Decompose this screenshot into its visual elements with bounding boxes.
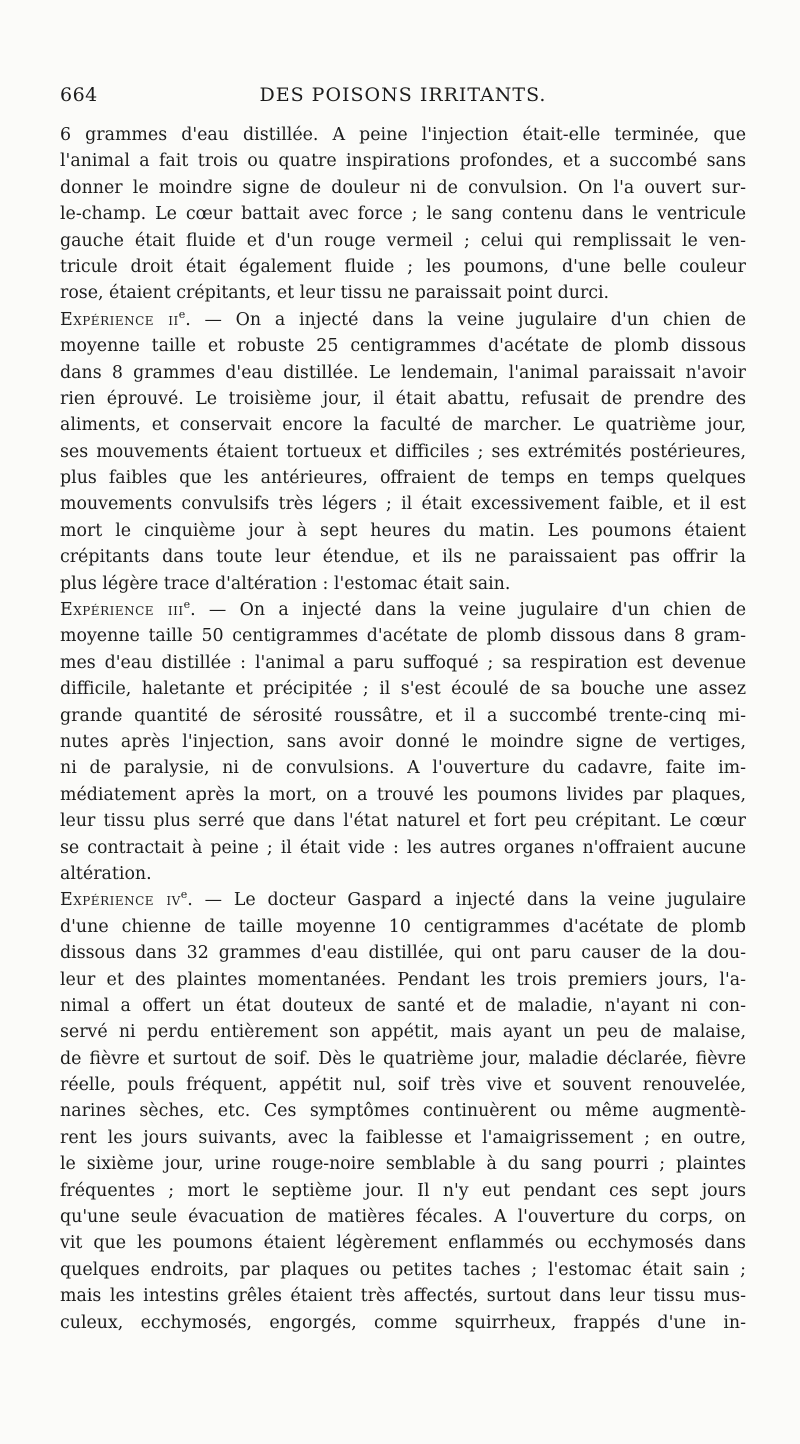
text-line: [60, 491, 746, 517]
text-line: [60, 1072, 746, 1098]
text-line: [60, 1151, 746, 1177]
text-line: [60, 1257, 746, 1283]
text-line: [60, 571, 746, 597]
text-line: [60, 280, 746, 306]
experience-heading: Expérience iv: [60, 890, 181, 911]
line-text: de fièvre et surtout de soif. Dès le quatrième jour, maladie déclarée, fièvre: [60, 1048, 746, 1069]
line-text: dans 8 grammes d'eau distillée. Le lendemain, l'animal paraissait n'avoir: [60, 362, 746, 383]
text-line: [60, 993, 746, 1019]
text-line: [60, 650, 746, 676]
text-line: [60, 967, 746, 993]
line-text: . — Le docteur Gaspard a injecté dans la veine jugulaire: [187, 890, 746, 911]
line-text: le sixième jour, urine rouge-noire semblable à du sang pourri ; plaintes: [60, 1154, 746, 1175]
line-text: d'une chienne de taille moyenne 10 centigrammes d'acétate de plomb: [60, 916, 746, 937]
text-line: [60, 1310, 746, 1336]
line-text: leur et des plaintes momentanées. Pendant les trois premiers jours, l'a-: [60, 969, 746, 990]
line-text: mais les intestins grêles étaient très affectés, surtout dans leur tissu mus-: [60, 1286, 746, 1307]
text-line: [60, 412, 746, 438]
text-line: [60, 175, 746, 201]
line-text: ni de paralysie, ni de convulsions. A l'ouverture du cadavre, faite im-: [60, 758, 746, 779]
experience-heading: Expérience iii: [60, 600, 184, 621]
line-text: fréquentes ; mort le septième jour. Il n'y eut pendant ces sept jours: [60, 1180, 746, 1201]
line-text: rent les jours suivants, avec la faiblesse et l'amaigrissement ; en outre,: [60, 1127, 746, 1148]
line-text: moyenne taille et robuste 25 centigrammes d'acétate de plomb dissous: [60, 336, 746, 357]
line-text: . — On a injecté dans la veine jugulaire d'un chien de: [185, 309, 746, 330]
text-line: [60, 228, 746, 254]
text-line: [60, 333, 746, 359]
ordinal-superscript: e: [183, 598, 191, 612]
text-line: [60, 254, 746, 280]
line-text: vit que les poumons étaient légèrement enflammés ou ecchymosés dans: [60, 1233, 746, 1254]
text-line: [60, 439, 746, 465]
text-line: [60, 1125, 746, 1151]
line-text: grande quantité de sérosité roussâtre, et il a succombé trente-cinq mi-: [60, 705, 746, 726]
line-text: crépitants dans toute leur étendue, et ils ne paraissaient pas offrir la: [60, 547, 746, 568]
line-text: . — On a injecté dans la veine jugulaire d'un chien de: [190, 600, 746, 621]
line-text: aliments, et conservait encore la faculté de marcher. Le quatrième jour,: [60, 415, 746, 436]
line-text: se contractait à peine ; il était vide : les autres organes n'offraient aucune: [60, 837, 746, 858]
text-line: [60, 1046, 746, 1072]
line-text: mes d'eau distillée : l'animal a paru suffoqué ; sa respiration est devenue: [60, 652, 746, 673]
line-text: tricule droit était également fluide ; les poumons, d'une belle couleur: [60, 256, 746, 277]
text-line: [60, 360, 746, 386]
text-line: [60, 518, 746, 544]
line-text: difficile, haletante et précipitée ; il s'est écoulé de sa bouche une assez: [60, 679, 746, 700]
ordinal-superscript: e: [178, 307, 186, 321]
text-line: [60, 148, 746, 174]
line-text: donner le moindre signe de douleur ni de convulsion. On l'a ouvert sur-: [60, 177, 746, 198]
ordinal-superscript: e: [180, 888, 188, 902]
line-text: plus faibles que les antérieures, offraient de temps en temps quelques: [60, 468, 746, 489]
line-text: rien éprouvé. Le troisième jour, il était abattu, refusait de prendre des: [60, 388, 746, 409]
text-line: [60, 201, 746, 227]
text-line: [60, 465, 746, 491]
body-text: [60, 122, 746, 1336]
line-text: servé ni perdu entièrement son appétit, mais ayant un peu de malaise,: [60, 1022, 746, 1043]
text-line: [60, 623, 746, 649]
text-line: [60, 1230, 746, 1256]
line-text: moyenne taille 50 centigrammes d'acétate de plomb dissous dans 8 gram-: [60, 626, 746, 647]
line-text: altération.: [60, 863, 152, 884]
line-text: quelques endroits, par plaques ou petites taches ; l'estomac était sain ;: [60, 1259, 746, 1280]
text-line: [60, 703, 746, 729]
text-line: [60, 676, 746, 702]
line-text: mort le cinquième jour à sept heures du matin. Les poumons étaient: [60, 520, 746, 541]
line-text: médiatement après la mort, on a trouvé les poumons livides par plaques,: [60, 784, 746, 805]
line-text: nimal a offert un état douteux de santé et de maladie, n'ayant ni con-: [60, 995, 746, 1016]
page-number: 664: [60, 84, 98, 106]
line-text: réelle, pouls fréquent, appétit nul, soif très vive et souvent renouvelée,: [60, 1075, 746, 1096]
text-line: [60, 782, 746, 808]
line-text: rose, étaient crépitants, et leur tissu ne paraissait point durci.: [60, 283, 610, 304]
text-line: [60, 887, 746, 913]
line-text: nutes après l'injection, sans avoir donné le moindre signe de vertiges,: [60, 731, 746, 752]
text-line: [60, 1204, 746, 1230]
line-text: ses mouvements étaient tortueux et difficiles ; ses extrémités postérieures,: [60, 441, 746, 462]
text-line: [60, 808, 746, 834]
text-line: [60, 1178, 746, 1204]
experience-heading: Expérience ii: [60, 309, 179, 330]
text-line: [60, 729, 746, 755]
text-line: [60, 755, 746, 781]
line-text: leur tissu plus serré que dans l'état naturel et fort peu crépitant. Le cœur: [60, 811, 746, 832]
text-line: [60, 544, 746, 570]
text-line: [60, 861, 746, 887]
text-line: [60, 122, 746, 148]
text-line: [60, 835, 746, 861]
line-text: qu'une seule évacuation de matières fécales. A l'ouverture du corps, on: [60, 1207, 746, 1228]
line-text: mouvements convulsifs très légers ; il était excessivement faible, et il est: [60, 494, 746, 515]
line-text: narines sèches, etc. Ces symptômes continuèrent ou même augmentè-: [60, 1101, 746, 1122]
text-line: [60, 940, 746, 966]
running-title: DES POISONS IRRITANTS.: [259, 84, 547, 106]
line-text: gauche était fluide et d'un rouge vermeil ; celui qui remplissait le ven-: [60, 230, 746, 251]
text-line: [60, 1019, 746, 1045]
text-line: [60, 1283, 746, 1309]
text-line: [60, 914, 746, 940]
text-line: [60, 307, 746, 333]
line-text: le-champ. Le cœur battait avec force ; le sang contenu dans le ventricule: [60, 204, 746, 225]
line-text: dissous dans 32 grammes d'eau distillée, qui ont paru causer de la dou-: [60, 943, 746, 964]
line-text: 6 grammes d'eau distillée. A peine l'injection était-elle terminée, que: [60, 125, 746, 145]
text-line: [60, 1098, 746, 1124]
line-text: plus légère trace d'altération : l'estomac était sain.: [60, 573, 511, 594]
text-line: [60, 597, 746, 623]
line-text: l'animal a fait trois ou quatre inspirations profondes, et a succombé sans: [60, 151, 746, 172]
line-text: culeux, ecchymosés, engorgés, comme squirrheux, frappés d'une in-: [60, 1312, 746, 1333]
page-header: [60, 84, 746, 116]
text-line: [60, 386, 746, 412]
